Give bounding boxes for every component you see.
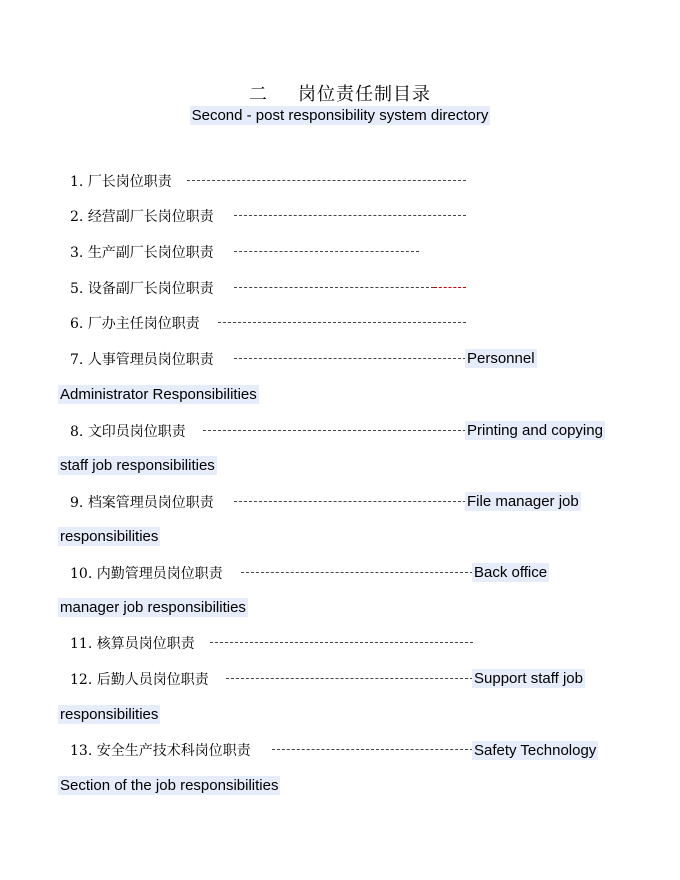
section-number: 二 [249,84,268,105]
entry-number: 5. [70,281,84,297]
toc-entry[interactable] [70,242,214,262]
dot-leader [187,180,466,181]
entry-number: 2. [70,209,84,225]
entry-title: 内勤管理员岗位职责 [96,566,223,582]
entry-english-line2: staff job responsibilities [60,457,215,474]
dot-leader-red [434,287,466,288]
toc-entry[interactable] [70,171,172,191]
entry-title: 经营副厂长岗位职责 [87,209,214,225]
entry-title: 人事管理员岗位职责 [87,352,214,368]
entry-number: 3. [70,245,84,261]
entry-number: 12. [70,672,93,688]
entry-number: 6. [70,316,84,332]
entry-english-line1: Safety Technology [474,742,597,759]
dot-leader [272,749,473,750]
entry-english-line2: Administrator Responsibilities [60,386,257,403]
dot-leader [203,430,466,431]
dot-leader [226,678,473,679]
entry-english-line1: Personnel [467,350,535,367]
toc-entry[interactable] [70,206,214,226]
section-title: 岗位责任制目录 [298,84,431,105]
entry-title: 档案管理员岗位职责 [87,495,214,511]
dot-leader [234,251,419,252]
toc-entry[interactable] [70,278,214,298]
dot-leader [210,642,473,643]
toc-entry[interactable] [70,740,251,760]
entry-english-line2: Section of the job responsibilities [60,777,279,794]
dot-leader [234,358,466,359]
dot-leader [234,287,434,288]
entry-number: 9. [70,495,84,511]
toc-entry[interactable] [70,313,200,333]
toc-entry[interactable] [70,349,214,369]
page-subtitle [0,105,680,124]
toc-entry[interactable] [70,633,195,653]
entry-english-line2: responsibilities [60,706,159,723]
entry-english-line2: responsibilities [60,528,159,545]
toc-entry[interactable] [70,492,214,512]
entry-title: 核算员岗位职责 [96,636,195,652]
entry-number: 11. [70,636,93,652]
entry-english-line1: Support staff job [474,670,583,687]
entry-english-line1: Back office [474,564,548,581]
toc-entry[interactable] [70,421,186,441]
entry-number: 10. [70,566,93,582]
entry-title: 厂长岗位职责 [87,174,172,190]
entry-number: 8. [70,424,84,440]
dot-leader [218,322,466,323]
entry-title: 厂办主任岗位职责 [87,316,200,332]
entry-title: 设备副厂长岗位职责 [87,281,214,297]
toc-entry[interactable] [70,669,209,689]
entry-number: 13. [70,743,93,759]
toc-entry[interactable] [70,563,223,583]
dot-leader [234,501,466,502]
entry-english-line2: manager job responsibilities [60,599,246,616]
entry-title: 生产副厂长岗位职责 [87,245,214,261]
subtitle-text: Second - post responsibility system directory [191,107,489,124]
dot-leader [241,572,473,573]
dot-leader [234,215,466,216]
entry-title: 文印员岗位职责 [87,424,186,440]
entry-english-line1: File manager job [467,493,579,510]
entry-number: 1. [70,174,84,190]
entry-number: 7. [70,352,84,368]
entry-title: 后勤人员岗位职责 [96,672,209,688]
entry-title: 安全生产技术科岗位职责 [96,743,251,759]
entry-english-line1: Printing and copying [467,422,603,439]
page-title [0,80,680,106]
